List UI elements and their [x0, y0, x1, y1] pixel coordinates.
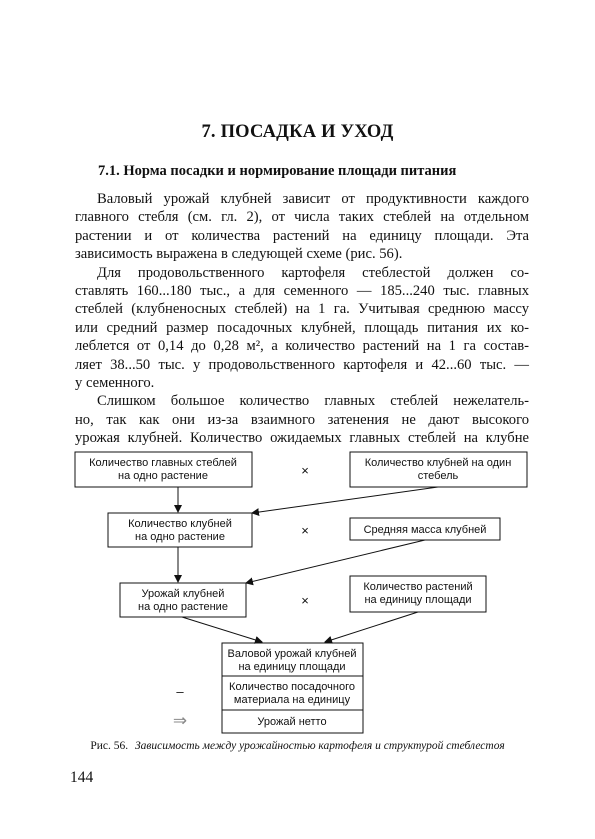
page-number: 144 — [70, 769, 94, 786]
box-plants-per-area — [350, 576, 486, 612]
text-line: леблется от 0,14 до 0,28 м², а количество растений на 1 га состав- — [75, 338, 529, 355]
box-label-line: на одно растение — [138, 601, 228, 613]
text-line: зависимость выражена в следующей схеме (рис. 56). — [75, 246, 403, 263]
gross-yield-label: на единицу площади — [238, 661, 346, 673]
text-line: растении и от количества растений на единицу площади. Эта — [75, 227, 529, 244]
figure-number: Рис. 56. — [90, 740, 129, 752]
multiply-sign: × — [301, 523, 309, 538]
box-main-stems — [75, 452, 252, 487]
box-avg-mass — [350, 518, 500, 540]
text-line: стеблей (клубненосных стеблей) на 1 га. Учитывая среднюю массу — [75, 301, 529, 318]
connector-arrow — [325, 612, 418, 642]
box-tubers-per-plant — [108, 513, 252, 547]
box-label-line: на одно растение — [118, 470, 208, 482]
box-label-line: на единицу площади — [364, 594, 472, 606]
box-label-line: Количество растений — [363, 581, 473, 593]
box-label-line: Средняя масса клубней — [363, 524, 487, 536]
minus-sign: – — [176, 684, 184, 699]
text-line: Для продовольственного картофеля стеблестой должен со- — [97, 264, 529, 281]
box-label-line: Количество главных стеблей — [89, 457, 237, 469]
figure-caption-text: Зависимость между урожайностью картофеля и структурой стеблестоя — [134, 740, 505, 752]
text-line: Валовый урожай клубней зависит от продуктивности каждого — [97, 191, 529, 207]
text-line: или средний размер посадочных клубней, площадь питания их ко- — [75, 319, 529, 336]
gross-yield-label: Валовой урожай клубней — [227, 648, 357, 660]
multiply-sign: × — [301, 593, 309, 608]
text-line: урожая клубней. Количество ожидаемых главных стеблей на клубне — [75, 430, 529, 447]
result-stack — [222, 643, 363, 733]
net-yield-label: Урожай нетто — [257, 716, 327, 728]
text-line: ставлять 160...180 тыс., а для семенного — 185...240 тыс. главных — [75, 283, 529, 300]
connector-arrow — [252, 487, 438, 513]
box-label-line: на одно растение — [135, 531, 225, 543]
box-tubers-per-stem — [350, 452, 527, 487]
box-label-line: Урожай клубней — [141, 588, 225, 600]
section-title: 7.1. Норма посадки и нормирование площади питания — [98, 163, 457, 179]
text-line: Слишком большое количество главных стеблей нежелатель- — [97, 393, 529, 410]
multiply-sign: × — [301, 463, 309, 478]
box-label-line: Количество клубней на один — [364, 457, 512, 469]
text-line: ляет 38...50 тыс. у продовольственного картофеля и 42...60 тыс. — — [75, 356, 529, 373]
box-yield-per-plant — [120, 583, 246, 617]
chapter-title: 7. ПОСАДКА И УХОД — [201, 122, 394, 142]
planting-material-label: Количество посадочного — [229, 681, 355, 693]
implies-arrow-icon: ⇒ — [172, 711, 188, 731]
box-label-line: стебель — [417, 470, 459, 482]
box-label-line: Количество клубней — [128, 518, 232, 530]
planting-material-label: материала на единицу — [233, 694, 351, 706]
text-line: у семенного. — [75, 375, 155, 392]
figure-caption — [0, 740, 595, 752]
text-line: но, так как они из-за взаимного затенения не дают высокого — [75, 411, 529, 428]
connector-arrow — [182, 617, 262, 642]
text-line: главного стебля (см. гл. 2), от числа таких стеблей на отдельном — [75, 209, 529, 226]
